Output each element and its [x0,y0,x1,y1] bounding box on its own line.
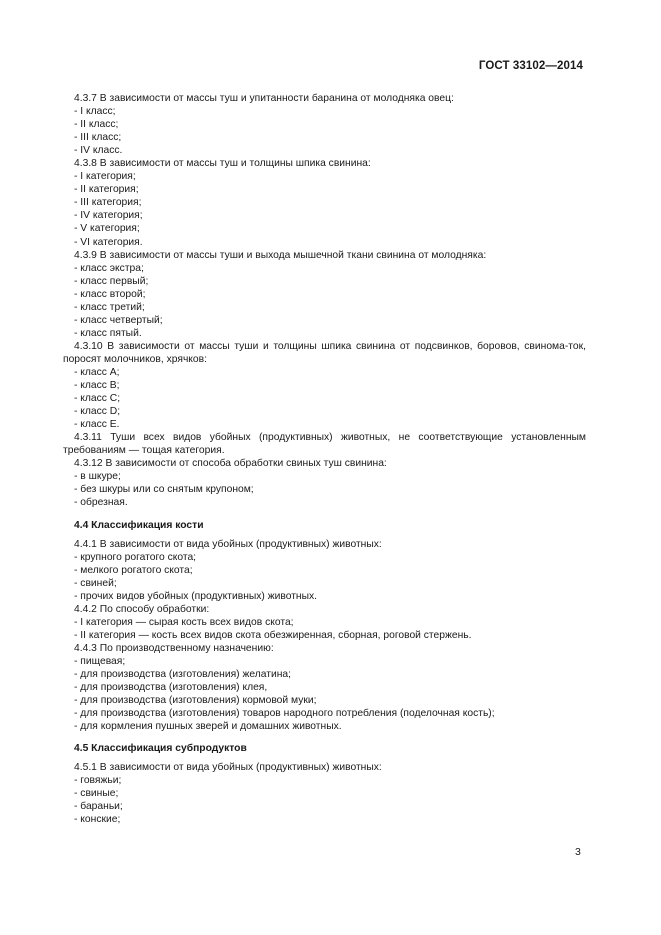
list-item: - крупного рогатого скота; [74,551,197,563]
list-item: - обрезная. [74,497,128,509]
paragraph-4-3-12-intro: 4.3.12 В зависимости от способа обработки свиных туш свинина: [74,458,387,470]
list-item: - класс В; [74,380,120,392]
list-item: - без шкуры или со снятым крупоном; [74,484,254,496]
list-item: - прочих видов убойных (продуктивных) животных. [74,590,318,602]
section-heading-4-5: 4.5 Классификация субпродуктов [74,743,247,755]
list-item: - класс Е. [74,419,120,431]
list-item: - свиней; [74,577,117,589]
list-item: - для производства (изготовления) клея, [74,682,268,694]
paragraph-4-3-9-intro: 4.3.9 В зависимости от массы туши и выхода мышечной ткани свинина от молодняка: [74,249,487,261]
paragraph-4-4-2-intro: 4.4.2 По способу обработки: [74,603,210,615]
document-number-header: ГОСТ 33102—2014 [478,60,583,72]
list-item: - свиные; [74,788,119,800]
list-item: - класс экстра; [74,262,144,274]
list-item: - III класс; [74,132,122,144]
list-item: - конские; [74,814,121,826]
paragraph-4-3-7-intro: 4.3.7 В зависимости от массы туш и упитанности баранина от молодняка овец: [74,93,454,104]
paragraph-4-5-1-intro: 4.5.1 В зависимости от вида убойных (продуктивных) животных: [74,762,382,774]
list-item: - I класс; [74,106,116,118]
document-body [63,92,586,827]
list-item: - V категория; [74,223,140,235]
page-number: 3 [575,846,581,858]
list-item: - в шкуре; [74,471,121,483]
list-item: - IV класс. [74,145,123,157]
list-item: - для производства (изготовления) товаров народного потребления (поделочная кость); [74,708,495,720]
paragraph-4-4-3-intro: 4.4.3 По производственному назначению: [74,642,274,654]
list-item: - класс второй; [74,288,146,300]
list-item: - IV категория; [74,210,143,222]
list-item: - класс D; [74,406,121,418]
list-item: - класс первый; [74,275,149,287]
list-item: - говяжьи; [74,775,122,787]
list-item: - бараньи; [74,801,123,813]
list-item: - II категория — кость всех видов скота обезжиренная, сборная, роговой стержень. [74,629,472,641]
list-item: - III категория; [74,197,142,209]
list-item: - для производства (изготовления) желатина; [74,669,291,681]
list-item: - класс С; [74,393,121,405]
paragraph-4-3-11: 4.3.11 Туши всех видов убойных (продуктивных) животных, не соответствующие установленным требованиям — тощая категория. [63,432,586,457]
list-item: - мелкого рогатого скота; [74,564,193,576]
paragraph-4-3-10-intro: 4.3.10 В зависимости от массы туши и толщины шпика свинина от подсвинков, боровов, свинома-ток, поросят молочников, хрячков: [63,340,586,365]
list-item: - класс пятый. [74,327,142,339]
list-item: - пищевая; [74,655,126,667]
list-item: - класс А; [74,366,120,378]
list-item: - I категория — сырая кость всех видов скота; [74,616,294,628]
paragraph-4-4-1-intro: 4.4.1 В зависимости от вида убойных (продуктивных) животных: [74,538,382,550]
list-item: - для кормления пушных зверей и домашних животных. [74,721,342,733]
list-item: - класс четвертый; [74,314,163,326]
list-item: - II категория; [74,184,139,196]
list-item: - II класс; [74,119,119,131]
list-item: - для производства (изготовления) кормовой муки; [74,695,317,707]
list-item: - VI категория. [74,236,143,248]
list-item: - класс третий; [74,301,145,313]
list-item: - I категория; [74,171,136,183]
section-heading-4-4: 4.4 Классификация кости [74,519,204,531]
paragraph-4-3-8-intro: 4.3.8 В зависимости от массы туш и толщины шпика свинина: [74,158,371,170]
